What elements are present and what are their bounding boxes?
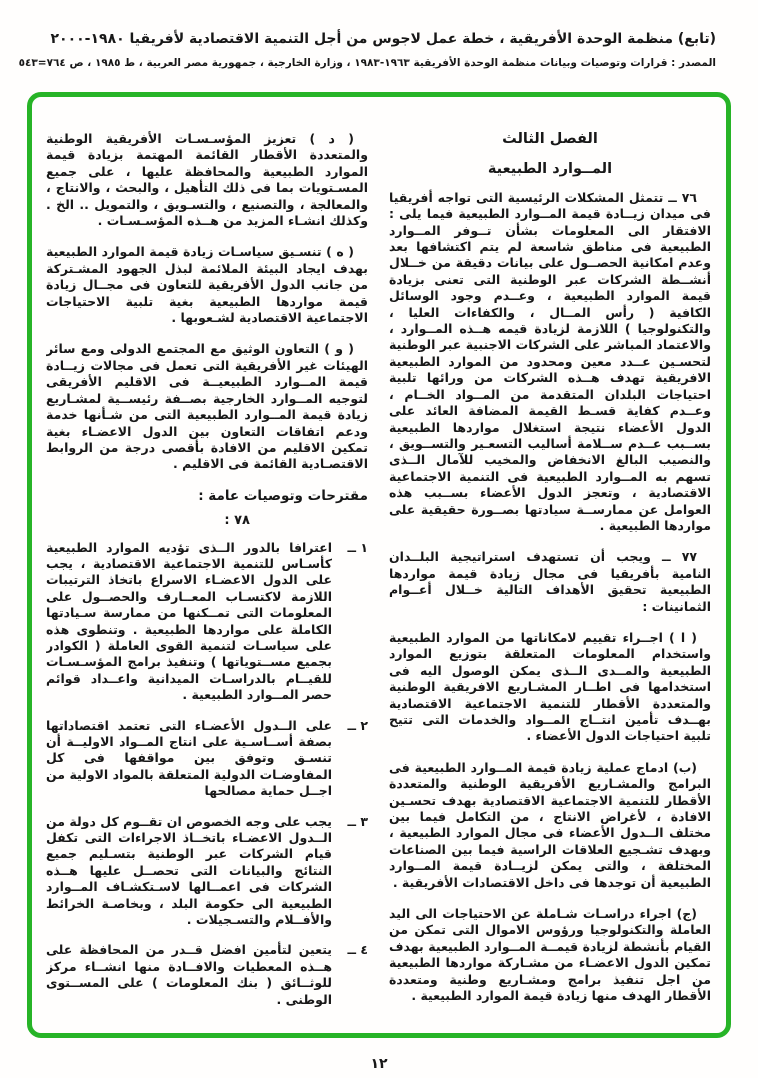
header-title: (تابع) منظمة الوحدة الأفريقية ، خطة عمل لاجوس من أجل التنمية الاقتصادية لأفريقيا ١٩٨٠-٢٠٠٠: [50, 31, 716, 47]
item-number: ٤ ــ: [347, 942, 368, 958]
item-text: يجب على وجه الخصوص ان تقــوم كل دولة من الــدول الاعضـاء باتخــاذ الاجراءات التى تكفل قيام الشركات عبر الوطنية بتسـليم جميع النتائج والبيانات التى تحصــل عليها هــذه الشركات فى اعمــالها لاسـتكشـاف المــوارد الطبيعية الى حكومة البلد ، وبخاصـة الخرائط والأفــلام والتسـجيلات .: [46, 813, 332, 928]
paragraph-item-f: ( و ) التعاون الوثيق مع المجتمع الدولى ومع سائر الهيئات غير الأفريقية التى تعمل فى مجالات زيــادة قيمة المــوارد الطبيعيــة فى الاقليم الأفريقى لتوجيه المــوارد الخارجية بصــفة رئيســية لمشـاريع زيادة قيمة المــوارد الطبيعية التى من شـأنها خدمة ودعم اتفاقات التعاون بين الدول الاعضـاء بغية تمكين الاقليم من الافادة بأقصى درجة من الروابط الاقتصـادية القائمة فى الاقليم .: [46, 341, 368, 472]
list-item: [46, 942, 368, 1008]
item-number: ٢ ــ: [347, 717, 368, 733]
paragraph-76: ٧٦ ــ تتمثل المشكلات الرئيسية التى تواجه أفريقيا فى ميدان زيــادة قيمة المــوارد الطبيعية فيما يلى : الافتقار الى المعلومات بشأن تــوفر المــوارد الطبيعية فى مناطق شاسعة لم يتم اكتشافها بعد وعدم امكانية الحصــول على بيانات دقيقة من خــلال أنشــطة الشركات عبر الوطنية التى تعنى بزيادة قيمة الموارد الطبيعية ، وعــدم وجود الوسائل الكافية ( رأس المــال ، والكفاءات العليا ، والتكنولوجيا ) اللازمة لزيادة قيمه هــذه المــوارد ، والاعتماد المباشر على الشركات الاجنبية عبر الوطنية لتحسـين عــدد معين ومحدود من الموارد الطبيعية الافريقية تهدف هــذه الشركات من ورائها تلبية احتياجات البلدان المتقدمة من المــواد الخــام ، وعــدم كفاية قسـط القيمة المضافة العائد على الدول الأعضاء نتيجة استغلال مواردها الطبيعية بســبب عــدم ســلامة أساليب التسعـير والتســويق ، والنصيب البالغ الانخفاض والمخيب للآمال الــذى تسهم به المــوارد الطبيعية فى التنمية الاجتماعية الاقتصادية ، وتعجز الدول الأعضاء بســبب هذه العوامل عن ممارســة سيادتها بصــورة حقيقية على مواردها الطبيعية .: [389, 189, 711, 533]
paragraph-item-b: (ب) ادماج عملية زيادة قيمة المــوارد الطبيعية فى البرامج والمشـاريع الأفريقية الوطنية والمتعددة الأقطار للتنمية الاجتماعية الاقتصادية بهدف تحسـين الافادة ، لأغراض الانتاج ، من التكامل فيما بين مختلف الــدول الأعضاء فى مجال الموارد الطبيعية ، وبهدف تشـجيع العلاقات الراسية فيما بين الصناعات المختلفة ، والتى يمكن لزيــادة قيمة المــوارد الطبيعية أن توجدها فى داخل الاقتصادات الأفريقية .: [389, 759, 711, 890]
item-text: على الــدول الأعضـاء التى تعتمد اقتصاداتها بصفة أســاسـية على انتاج المــواد الاوليــة أن تنسـق وتوفق بين مواقفها فى كل المفاوضـات الدولية المتعلقة بالمواد الاولية من اجــل حماية مصالحها: [46, 717, 332, 799]
column-left: [46, 131, 368, 1021]
source-citation: المصدر : قرارات وتوصيات وبيانات منظمة الوحدة الأفريقية ١٩٦٣-١٩٨٣ ، وزارة الخارجية ، جمهورية مصر العربية ، ط ١٩٨٥ ، ص ٧٦٤=٥٤٣: [18, 56, 716, 69]
paragraph-item-e: ( ه ) تنسـيق سياسـات زيادة قيمة الموارد الطبيعية بهدف ايجاد البيئة الملائمة لبذل الجهود المشـتركة من جانب الدول الأفريقية للتعاون فى مجــال زيادة قيمة مواردها الطبيعية بغية تلبية الاحتياجات الاجتماعية الاقتصادية لشـعوبها .: [46, 244, 368, 326]
page-header: [10, 30, 716, 69]
list-item: [46, 814, 368, 929]
paragraph-78-number: ٧٨ :: [224, 513, 250, 529]
item-number: ١ ــ: [347, 539, 368, 555]
paragraph-item-d: ( د ) تعزيز المؤسـسـات الأفريقية الوطنية والمتعددة الأقطار القائمة المهتمة بزيادة قيمة الموارد الطبيعية والمحافظة عليها ، على جميع المسـتويات بما فى ذلك التأهيل ، والبحث ، والانتاج ، والمعالجة ، والتصنيع ، والتسـويق ، والتمويل .. الخ . وكذلك انشـاء المزيد من هــذه المؤسـسـات .: [46, 131, 368, 229]
item-number: ٣ ــ: [347, 813, 368, 829]
chapter-heading: الفصل الثالث: [502, 131, 598, 147]
paragraph-item-a: ( ا ) اجــراء تقييم لامكاناتها من الموارد الطبيعية واستخدام المعلومات المتعلقة بتوزيع الموارد الطبيعية والمــدى الــذى يمكن الوصول اليه فى استخدامها فى اطــار المشـاريع الافريقية الوطنية والمتعددة الأقطار للتنمية الاجتماعية الاقتصادية بهــدف تأمين انتــاج المــواد والخدمات التى تتيح تلبية احتياجات الدول الأعضاء .: [389, 629, 711, 744]
page-number: ١٢: [370, 1056, 388, 1072]
list-item: [46, 718, 368, 800]
paragraph-item-c: (ج) اجراء دراسـات شـاملة عن الاحتياجات الى اليد العاملة والتكنولوجيا ورؤوس الاموال التى تمكن من القيام بأنشطة لزيادة قيمــة المــوارد الطبيعية بهدف تمكين الدول الاعضـاء من مشـاركة مواردها الطبيعية من اجل تنفيذ برامج ومشـاريع وطنية ومتعددة الأقطار الهدف منها زيادة قيمة الموارد الطبيعية .: [389, 906, 711, 1004]
item-text: يتعين لتأمين افضل قــدر من المحافظة على هــذه المعطيات والافــادة منها انشــاء مركز للوثــائق ( بنك المعلومات ) على المســتوى الوطنى .: [46, 942, 332, 1007]
section-heading: المــوارد الطبيعية: [487, 161, 613, 178]
content-frame: [27, 92, 731, 1038]
item-text: اعترافا بالدور الــذى تؤديه الموارد الطبيعية كأسـاس للتنمية الاجتماعية الاقتصادية ، يجب على الدول الاعضـاء الاسراع باتخاذ الترتيبات اللازمة لاكتسـاب المعــارف والحصــول على المعلومات التى تمــكنها من ممارسة سـيادتها الكاملة على مواردها الطبيعية . وتنطوى هذه على سياسـات لتنمية القوى العاملة ( الكوادر بجميع مســتوياتها ) وتنفيذ برامج المؤسـسـات للقيــام بالدراسـات الميدانية واعــداد قوائم حصر المــوارد الطبيعية .: [46, 539, 332, 703]
column-right: [389, 131, 711, 1021]
list-item: [46, 540, 368, 704]
paragraph-77: ٧٧ ــ ويجب أن تستهدف استراتيجية البلــدان النامية بأفريقيا فى مجال زيادة قيمة مواردها الطبيعية تحقيق الأهداف التالية خــلال أعــوام الثمانينات :: [389, 549, 711, 614]
recommendations-heading: مقترحات وتوصيات عامة :: [198, 487, 368, 504]
